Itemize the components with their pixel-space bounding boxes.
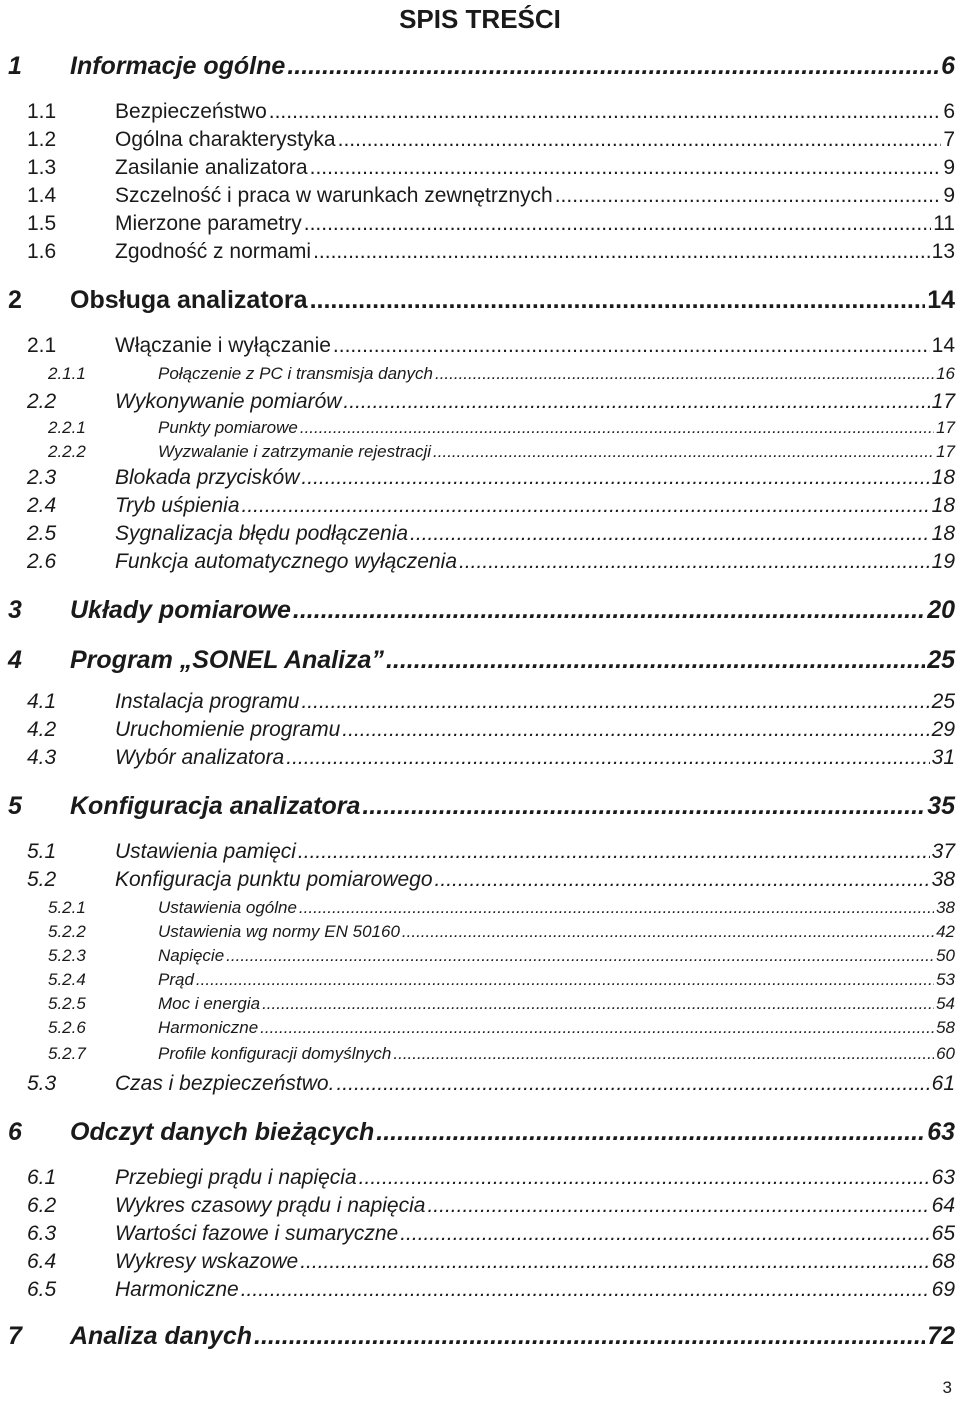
toc-entry[interactable] [27,1166,955,1190]
toc-entry-number: 1.3 [27,156,57,179]
toc-entry-number: 5.2.5 [48,994,86,1013]
toc-dot-leader [260,1018,934,1038]
toc-entry[interactable] [27,1194,955,1218]
toc-entry-number: 2.2.1 [48,418,86,437]
toc-entry-number: 4 [8,646,22,674]
toc-entry-label: Ustawienia pamięci [115,840,296,863]
toc-entry-number: 5.2.4 [48,970,86,989]
toc-dot-leader [427,1194,929,1218]
toc-dot-leader [435,868,930,892]
toc-entry-label: Włączanie i wyłączanie [115,334,331,357]
toc-entry[interactable] [27,840,955,864]
toc-entry-page: 64 [931,1194,955,1217]
toc-dot-leader [386,646,925,675]
toc-entry[interactable] [48,946,955,966]
toc-entry-number: 2.2 [27,390,57,413]
toc-entry-number: 6.3 [27,1222,57,1245]
toc-entry-page: 18 [931,466,955,489]
toc-entry-page: 6 [941,52,955,80]
toc-entry-page: 42 [936,922,955,941]
toc-dot-leader [293,596,925,625]
toc-entry[interactable] [48,442,955,462]
toc-entry-number: 2.3 [27,466,57,489]
toc-entry-label: Funkcja automatycznego wyłączenia [115,550,458,573]
toc-dot-leader [241,1278,930,1302]
toc-dot-leader [286,746,929,770]
toc-entry[interactable] [27,1250,955,1274]
toc-entry-page: 72 [927,1322,955,1350]
toc-entry-number: 4.2 [27,718,57,741]
toc-entry[interactable] [27,550,955,574]
toc-entry-label: Wyzwalanie i zatrzymanie rejestracji [158,442,432,461]
toc-entry[interactable] [27,1278,955,1302]
toc-entry[interactable] [27,1222,955,1246]
toc-entry-page: 11 [933,212,955,235]
toc-dot-leader [336,1072,929,1096]
toc-entry-number: 2.2.2 [48,442,86,461]
toc-entry-number: 6 [8,1118,22,1146]
toc-dot-leader [435,364,934,384]
toc-entry-label: Harmoniczne [158,1018,259,1037]
toc-dot-leader [301,690,929,714]
toc-entry-number: 5.2.6 [48,1018,86,1037]
toc-entry-page: 31 [931,746,955,769]
toc-dot-leader [459,550,930,574]
toc-entry[interactable] [48,364,955,384]
toc-entry-number: 2 [8,286,22,314]
toc-entry-label: Punkty pomiarowe [158,418,298,437]
toc-entry[interactable] [8,1118,955,1147]
toc-dot-leader [376,1118,925,1147]
toc-entry-label: Mierzone parametry [115,212,302,235]
toc-entry-number: 2.4 [27,494,57,517]
toc-entry-number: 1.2 [27,128,57,151]
toc-entry-label: Program „SONEL Analiza” [70,646,384,674]
toc-dot-leader [300,418,934,438]
toc-entry-page: 18 [931,522,955,545]
toc-dot-leader [196,970,934,990]
toc-dot-leader [433,442,934,462]
toc-entry-label: Blokada przycisków [115,466,300,489]
toc-entry-label: Połączenie z PC i transmisja danych [158,364,433,383]
toc-entry-number: 5.2 [27,868,57,891]
toc-entry-label: Ogólna charakterystyka [115,128,336,151]
toc-dot-leader [298,840,930,864]
toc-entry-number: 5.3 [27,1072,57,1095]
toc-entry-page: 17 [936,442,955,461]
toc-entry[interactable] [8,646,955,675]
toc-entry[interactable] [48,1018,955,1038]
toc-entry-number: 5.2.7 [48,1044,86,1063]
toc-entry-label: Profile konfiguracji domyślnych [158,1044,392,1063]
toc-entry-number: 4.1 [27,690,57,713]
toc-entry-page: 9 [943,184,955,207]
toc-entry-number: 1.6 [27,240,57,263]
toc-entry-page: 37 [931,840,955,863]
toc-entry-number: 6.4 [27,1250,57,1273]
toc-entry-page: 13 [931,240,955,263]
toc-entry[interactable] [48,418,955,438]
toc-dot-leader [301,466,929,490]
toc-entry-page: 68 [931,1250,955,1273]
toc-entry-page: 35 [927,792,955,820]
toc-entry-label: Uruchomienie programu [115,718,341,741]
toc-entry-number: 3 [8,596,22,624]
toc-entry-page: 9 [943,156,955,179]
toc-dot-leader [300,1250,929,1274]
toc-entry-page: 65 [931,1222,955,1245]
toc-entry[interactable] [27,334,955,358]
toc-entry-label: Układy pomiarowe [70,596,291,624]
toc-dot-leader [402,922,934,942]
toc-entry-label: Czas i bezpieczeństwo. [115,1072,335,1095]
toc-entry[interactable] [27,522,955,546]
toc-entry-page: 53 [936,970,955,989]
toc-entry-page: 16 [936,364,955,383]
toc-entry-page: 69 [931,1278,955,1301]
toc-entry[interactable] [48,898,955,918]
toc-entry[interactable] [27,746,955,770]
toc-entry[interactable] [48,922,955,942]
toc-entry-label: Moc i energia [158,994,261,1013]
toc-dot-leader [242,494,930,518]
page-title: SPIS TREŚCI [399,4,561,34]
toc-entry[interactable] [27,690,955,714]
toc-entry-label: Ustawienia ogólne [158,898,297,917]
toc-entry[interactable] [27,212,955,236]
toc-entry-page: 38 [936,898,955,917]
toc-entry-page: 54 [936,994,955,1013]
page-number: 3 [942,1378,952,1397]
toc-dot-leader [338,128,942,152]
toc-entry-page: 20 [927,596,955,624]
toc-entry-label: Ustawienia wg normy EN 50160 [158,922,400,941]
toc-entry-label: Wykres czasowy prądu i napięcia [115,1194,426,1217]
toc-entry-label: Wykonywanie pomiarów [115,390,342,413]
toc-entry-label: Harmoniczne [115,1278,239,1301]
toc-entry-label: Instalacja programu [115,690,300,713]
toc-dot-leader [254,1322,925,1351]
toc-dot-leader [269,100,942,124]
toc-entry-number: 5 [8,792,22,820]
toc-entry-number: 4.3 [27,746,57,769]
toc-entry-label: Analiza danych [70,1322,252,1350]
toc-dot-leader [362,792,925,821]
toc-dot-leader [342,718,929,742]
toc-entry-page: 25 [931,690,955,713]
toc-entry-label: Tryb uśpienia [115,494,240,517]
toc-dot-leader [310,286,926,315]
toc-entry[interactable] [8,52,955,81]
toc-dot-leader [287,52,939,81]
toc-entry-page: 19 [931,550,955,573]
toc-dot-leader [393,1044,934,1064]
toc-entry-label: Zasilanie analizatora [115,156,308,179]
toc-entry-number: 6.1 [27,1166,57,1189]
toc-entry[interactable] [27,100,955,124]
toc-entry-label: Wartości fazowe i sumaryczne [115,1222,399,1245]
toc-entry-number: 2.1.1 [48,364,86,383]
toc-entry-number: 5.2.1 [48,898,86,917]
toc-entry-number: 6.2 [27,1194,57,1217]
toc-entry-page: 17 [936,418,955,437]
toc-entry-page: 38 [931,868,955,891]
toc-entry-number: 1 [8,52,22,80]
toc-entry-page: 50 [936,946,955,965]
toc-entry[interactable] [27,184,955,208]
toc-entry[interactable] [48,970,955,990]
toc-entry-number: 1.5 [27,212,57,235]
toc-entry-number: 5.2.2 [48,922,86,941]
toc-entry[interactable] [27,868,955,892]
toc-entry-page: 25 [927,646,955,674]
toc-entry[interactable] [27,466,955,490]
toc-entry-number: 5.1 [27,840,57,863]
toc-entry-page: 63 [927,1118,955,1146]
toc-entry[interactable] [27,156,955,180]
toc-entry-label: Prąd [158,970,194,989]
toc-entry[interactable] [8,596,955,625]
toc-entry-label: Odczyt danych bieżących [70,1118,375,1146]
toc-dot-leader [333,334,930,358]
toc-entry-label: Informacje ogólne [70,52,286,80]
toc-entry-page: 60 [936,1044,955,1063]
toc-entry-page: 63 [931,1166,955,1189]
toc-entry-page: 58 [936,1018,955,1037]
toc-entry-label: Bezpieczeństwo [115,100,267,123]
toc-dot-leader [555,184,942,208]
toc-dot-leader [400,1222,929,1246]
toc-dot-leader [343,390,929,414]
toc-dot-leader [226,946,934,966]
toc-entry[interactable] [27,390,955,414]
toc-dot-leader [299,898,934,918]
toc-entry[interactable] [27,240,955,264]
toc-entry-number: 2.5 [27,522,57,545]
toc-entry-label: Przebiegi prądu i napięcia [115,1166,357,1189]
toc-entry-label: Wybór analizatora [115,746,285,769]
toc-entry-label: Konfiguracja punktu pomiarowego [115,868,433,891]
toc-dot-leader [262,994,934,1014]
toc-entry-label: Szczelność i praca w warunkach zewnętrznych [115,184,553,207]
toc-entry-number: 1.1 [27,100,57,123]
toc-dot-leader [313,240,930,264]
toc-dot-leader [410,522,930,546]
toc-entry[interactable] [27,1072,955,1096]
toc-entry[interactable] [48,994,955,1014]
toc-entry-label: Napięcie [158,946,225,965]
toc-entry-number: 5.2.3 [48,946,86,965]
toc-entry-page: 6 [943,100,955,123]
toc-entry-page: 18 [931,494,955,517]
toc-entry[interactable] [27,128,955,152]
toc-dot-leader [310,156,942,180]
toc-entry-label: Obsługa analizatora [70,286,308,314]
toc-entry-page: 61 [931,1072,955,1095]
toc-dot-leader [359,1166,930,1190]
toc-entry-number: 7 [8,1322,22,1350]
toc-entry-label: Zgodność z normami [115,240,312,263]
toc-entry[interactable] [8,286,955,315]
toc-entry-label: Sygnalizacja błędu podłączenia [115,522,409,545]
toc-entry-number: 2.6 [27,550,57,573]
toc-entry-page: 14 [927,286,955,314]
toc-entry-page: 14 [931,334,955,357]
toc-entry-number: 6.5 [27,1278,57,1301]
toc-entry-number: 1.4 [27,184,57,207]
toc-entry-label: Konfiguracja analizatora [70,792,361,820]
toc-entry[interactable] [8,1322,955,1351]
toc-entry[interactable] [27,494,955,518]
toc-entry[interactable] [8,792,955,821]
toc-entry-page: 7 [943,128,955,151]
toc-entry[interactable] [27,718,955,742]
toc-dot-leader [304,212,931,236]
toc-entry-label: Wykresy wskazowe [115,1250,299,1273]
toc-entry-page: 17 [931,390,955,413]
toc-entry[interactable] [48,1044,955,1064]
toc-entry-number: 2.1 [27,334,57,357]
toc-entry-page: 29 [931,718,955,741]
